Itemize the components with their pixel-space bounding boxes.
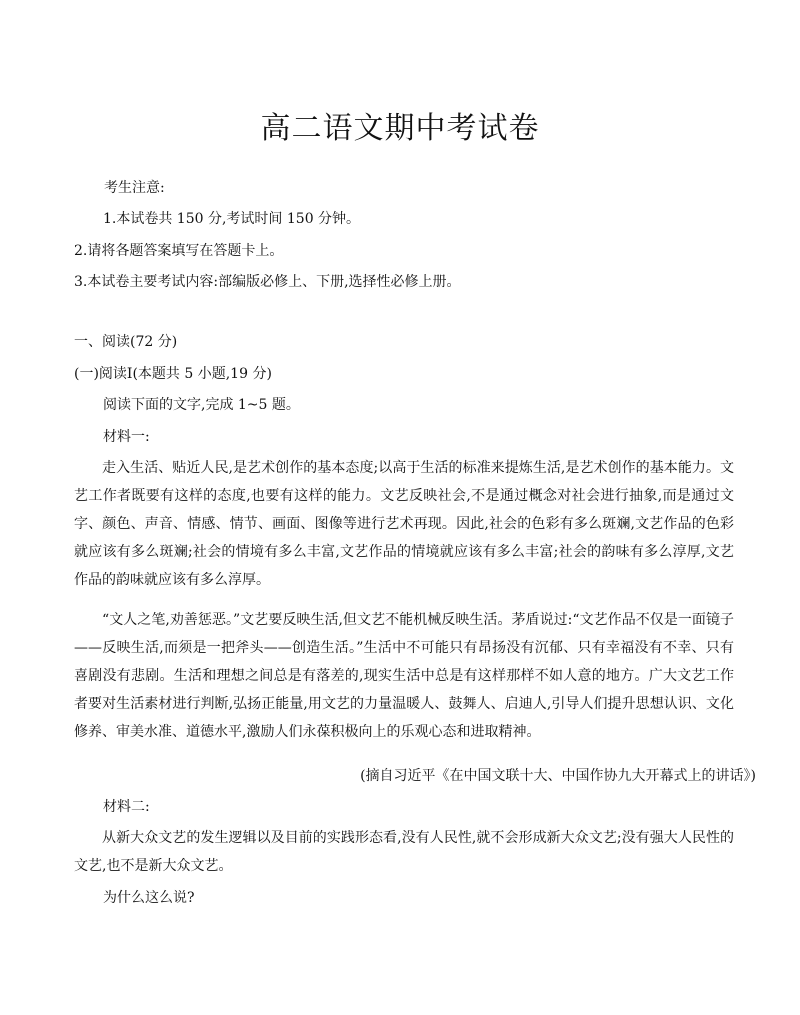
material-2-paragraph-1	[74, 824, 734, 880]
notice-item-3: 3.本试卷主要考试内容:部编版必修上、下册,选择性必修上册。	[74, 274, 461, 290]
material-1-paragraph-2	[74, 606, 734, 746]
notice-heading: 考生注意:	[104, 180, 165, 196]
material-2-paragraph-1-text: 从新大众文艺的发生逻辑以及目前的实践形态看,没有人民性,就不会形成新大众文艺;没有强大人民性的文艺,也不是新大众文艺。	[74, 830, 734, 874]
subsection-heading: (一)阅读I(本题共 5 小题,19 分)	[74, 366, 272, 382]
material-1-source: (摘自习近平《在中国文联十大、中国作协九大开幕式上的讲话》)	[360, 768, 756, 784]
notice-item-2: 2.请将各题答案填写在答题卡上。	[74, 243, 284, 259]
material-1-paragraph-2-text: “文人之笔,劝善惩恶。”文艺要反映生活,但文艺不能机械反映生活。茅盾说过:“文艺作品不仅是一面镜子——反映生活,而须是一把斧头——创造生活。”生活中不可能只有昂扬没有沉郁、只有幸福没有不幸、只有喜剧没有悲剧。生活和理想之间总是有落差的,现实生活中总是有这样那样不如人意的地方。广大文艺工作者要对生活素材进行判断,弘扬正能量,用文艺的力量温暖人、鼓舞人、启迪人,引导人们提升思想认识、文化修养、审美水准、道德水平,激励人们永葆积极向上的乐观心态和进取精神。	[74, 612, 734, 740]
exam-title: 高二语文期中考试卷	[260, 111, 540, 146]
section-heading: 一、阅读(72 分)	[74, 334, 178, 350]
material-1-paragraph-1	[74, 454, 734, 594]
material-2-paragraph-2: 为什么这么说?	[103, 890, 195, 906]
notice-item-1: 1.本试卷共 150 分,考试时间 150 分钟。	[103, 211, 361, 227]
material-1-paragraph-1-text: 走入生活、贴近人民,是艺术创作的基本态度;以高于生活的标准来提炼生活,是艺术创作的基本能力。文艺工作者既要有这样的态度,也要有这样的能力。文艺反映社会,不是通过概念对社会进行抽象,而是通过文字、颜色、声音、情感、情节、画面、图像等进行艺术再现。因此,社会的色彩有多么斑斓,文艺作品的色彩就应该有多么斑斓;社会的情境有多么丰富,文艺作品的情境就应该有多么丰富;社会的韵味有多么淳厚,文艺作品的韵味就应该有多么淳厚。	[74, 460, 734, 588]
material-2-label: 材料二:	[103, 799, 150, 815]
material-1-label: 材料一:	[103, 429, 150, 445]
reading-instruction: 阅读下面的文字,完成 1~5 题。	[103, 397, 300, 413]
